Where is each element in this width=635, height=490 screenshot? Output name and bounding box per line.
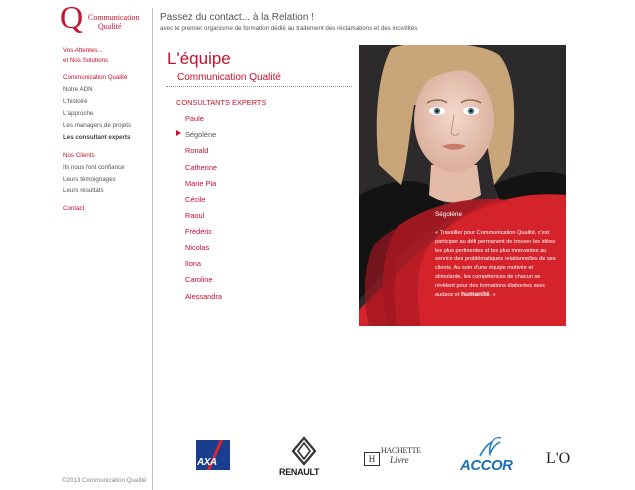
nav-communication-qualite[interactable]: Communication Qualité [63, 74, 128, 81]
quote-line: participer au défi permanent de trouver les idées [435, 238, 556, 245]
renault-diamond-icon [277, 436, 331, 466]
logo-letter[interactable]: Q [60, 0, 84, 35]
nav-notre-adn[interactable]: Notre ADN [63, 86, 93, 93]
consultant-link[interactable]: Marie Pia [185, 179, 217, 188]
quote-emphasis: humanité [461, 290, 490, 298]
consultant-link-active[interactable]: Ségolène [185, 130, 217, 139]
consultant-link[interactable]: Caroline [185, 275, 213, 284]
consultant-link[interactable]: Cécile [185, 195, 206, 204]
axa-logo [196, 440, 230, 470]
header-title: Passez du contact... à la Relation ! [160, 12, 314, 23]
active-arrow-icon [176, 130, 181, 136]
nav-confiance[interactable]: Ils nous font confiance [63, 164, 125, 171]
quote-line: service des problématiques relationnelles de ses [435, 256, 556, 263]
nav-vos-attentes[interactable]: Vos Attentes... [63, 47, 103, 54]
logo-line-2: Qualité [98, 22, 122, 31]
accor-wordmark: ACCOR [460, 457, 513, 474]
quote-line: les plus pertinentes et les plus innovantes au [435, 247, 547, 254]
axa-wordmark: AXA [197, 457, 217, 468]
loreal-logo: L'O [546, 450, 571, 467]
quote-line: « Travailler pour Communication Qualité, c'est [435, 230, 550, 236]
nav-nos-solutions[interactable]: et Nos Solutions [63, 57, 109, 64]
accor-bird-icon [458, 436, 520, 458]
hachette-logo [364, 444, 430, 470]
panel-quote [435, 229, 560, 299]
nav-resultats[interactable]: Leurs résultats [63, 187, 104, 194]
hachette-wordmark: HACHETTE [381, 446, 421, 455]
consultants-heading: CONSULTANTS EXPERTS [176, 98, 267, 107]
renault-wordmark: RENAULT [279, 467, 320, 477]
consultant-link[interactable]: Nicolas [185, 243, 210, 252]
nav-managers[interactable]: Les managers de projets [63, 122, 132, 129]
consultant-link[interactable]: Paule [185, 114, 204, 123]
nav-histoire[interactable]: L'histoire [63, 98, 88, 105]
hachette-livre: Livre [390, 455, 409, 465]
footer-copyright: ©2013 Communication Qualité [62, 477, 147, 484]
consultant-link[interactable]: Catherine [185, 163, 218, 172]
consultant-link[interactable]: Ronald [185, 146, 209, 155]
accor-logo [458, 436, 520, 476]
consultant-link[interactable]: Raoul [185, 211, 205, 220]
nav-consultant-experts[interactable]: Les consultant experts [63, 134, 131, 141]
quote-line: révèlent pour des formations élaborées avec [435, 282, 546, 289]
nav-temoignages[interactable]: Leurs témoignages [63, 176, 116, 183]
quote-line: clients. Au sein d'une équipe motivée et [435, 265, 534, 272]
consultant-link[interactable]: Frédéric [185, 227, 213, 236]
nav-approche[interactable]: L'approche [63, 110, 94, 117]
renault-logo [277, 436, 331, 480]
quote-text: audace et [435, 291, 460, 298]
quote-line: stimulante, les compétences de chacun se [435, 273, 541, 280]
nav-nos-clients[interactable]: Nos Clients [63, 152, 95, 159]
hachette-h-icon: H [364, 452, 380, 466]
page-title: L'équipe [167, 49, 231, 68]
panel-consultant-name: Ségolène [435, 211, 463, 218]
subtitle-underline [166, 86, 352, 87]
consultant-link[interactable]: Ilona [185, 259, 202, 268]
vertical-divider [152, 8, 153, 490]
nav-contact[interactable]: Contact [63, 205, 85, 212]
logo-line-1: Communication [88, 13, 140, 22]
quote-line-last [435, 291, 560, 300]
consultant-link[interactable]: Alessandra [185, 292, 222, 301]
logo-text[interactable] [88, 13, 140, 31]
header-subtitle: avec le premier organisme de formation dédié au traitement des réclamations et des incivilités [160, 25, 418, 32]
quote-end: . » [489, 291, 496, 298]
page-subtitle: Communication Qualité [177, 72, 281, 83]
